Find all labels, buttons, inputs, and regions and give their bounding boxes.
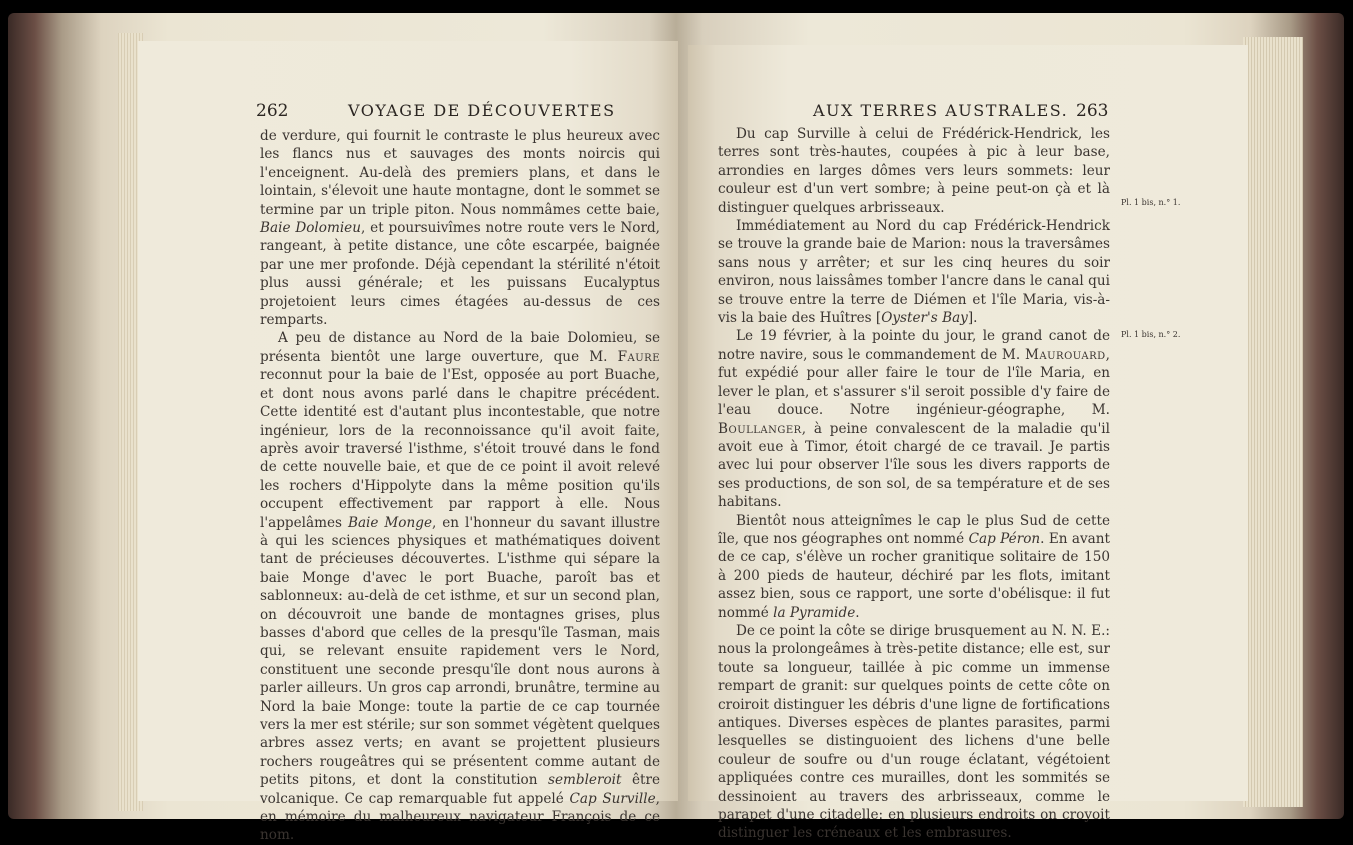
page-edges-right <box>1243 37 1303 807</box>
right-page <box>688 45 1248 842</box>
italic-text: Baie Monge <box>347 514 432 531</box>
text-segment: , et poursuivîmes notre route vers le Nord, rangeant, à petite distance, une côte escarpée, baignée par une mer profonde. Déjà cependant la stérilité n'étoit plus aussi générale; et les puissans Eucalyptus projetoient leurs cimes étagées au-dessus de ces remparts. <box>260 220 661 329</box>
paragraph <box>718 327 1110 511</box>
margin-note-2: Pl. 1 bis, n.° 2. <box>1121 330 1181 339</box>
right-body-text <box>718 125 1110 843</box>
text-segment: Le 19 février, à la pointe du jour, le grand canot de notre navire, sous le commandement de M. <box>718 328 1110 363</box>
left-body-text <box>260 127 660 845</box>
left-page <box>138 41 678 844</box>
paragraph <box>260 127 660 329</box>
italic-text: Cap Péron <box>968 530 1041 547</box>
text-segment: . En avant de ce cap, s'élève un rocher granitique solitaire de 150 à 200 pieds de hauteur, déchiré par les flots, imitant assez bien, sous ce rapport, une sorte d'obélisque: il fut nommé <box>718 530 1110 621</box>
paragraph <box>718 217 1110 327</box>
italic-text: Baie Dolomieu <box>260 220 361 237</box>
italic-text: Cap Surville <box>569 790 656 807</box>
text-segment: être volcanique. Ce cap remarquable fut appelé <box>260 772 660 807</box>
italic-text: sembleroit <box>547 772 622 789</box>
running-head-right: AUX TERRES AUSTRALES. <box>813 101 1069 120</box>
page-number-left: 262 <box>256 101 289 121</box>
small-caps-name: Boullanger <box>718 420 802 437</box>
paragraph <box>260 329 660 844</box>
text-segment: Du cap Surville à celui de Frédérick-Hendrick, les terres sont très-hautes, coupées à pic à leur base, arrondies en larges dômes vers leurs sommets: leur couleur est d'un vert sombre; à peine peut-on çà et là distinguer quelques arbrisseaux. <box>718 126 1110 216</box>
text-segment: , à peine convalescent de la maladie qu'il avoit eue à Timor, étoit chargé de ce travail. Je partis avec lui pour observer l'île sous les divers rapports de ses productions, de son sol, de sa température et de ses habitans. <box>718 420 1110 511</box>
running-head-left: VOYAGE DE DÉCOUVERTES <box>348 101 616 120</box>
page-number-right: 263 <box>1076 101 1109 121</box>
italic-text: la Pyramide <box>773 604 856 621</box>
small-caps-name: Maurouard <box>1024 346 1106 363</box>
text-segment: reconnut pour la baie de l'Est, opposée au port Buache, et dont nous avons parlé dans le chapitre précédent. Cette identité est d'autant plus incontestable, que notre ingénieur, lors de la reconnoissance qu'il avoit faite, après avoir traversé l'isthme, s'étoit trouvé dans le fond de cette nouvelle baie, et que de ce point il avoit relevé les rochers d'Hippolyte dans la même position qu'ils occupent effectivement par rapport à elle. Nous l'appelâmes <box>260 367 660 531</box>
paragraph <box>718 622 1110 843</box>
text-segment: , en mémoire du malheureux navigateur François de ce nom. <box>260 790 660 844</box>
text-segment: De ce point la côte se dirige brusquement au N. N. E.: nous la prolongeâmes à très-petite distance; elle est, sur toute sa longueur, taillée à pic comme un immense rempart de granit: sur quelques points de cette côte on croiroit distinguer les débris d'une ligne de fortifications antiques. Diverses espèces de plantes parasites, parmi lesquelles se distinguoient des lichens d'une belle couleur de soufre ou d'un rouge éclatant, végétoient appliquées contre ces murailles, dont les sommités se dessinoient au travers des arbrisseaux, comme le parapet d'une citadelle: en plusieurs endroits on croyoit distinguer les créneaux et les embrasures. <box>718 622 1110 842</box>
text-segment: , fut expédié pour aller faire le tour de l'île Maria, en lever le plan, et s'assurer s'il seroit possible d'y faire de l'eau douce. Notre ingénieur-géographe, M. <box>718 346 1110 419</box>
open-book <box>8 13 1344 844</box>
small-caps-name: Faure <box>617 348 660 365</box>
paragraph <box>718 125 1110 217</box>
text-segment: A peu de distance au Nord de la baie Dolomieu, se présenta bientôt une large ouverture, que M. <box>260 330 660 365</box>
paragraph <box>718 512 1110 622</box>
margin-note-1: Pl. 1 bis, n.° 1. <box>1121 198 1181 207</box>
italic-text: Oyster's Bay <box>881 310 968 327</box>
text-segment: de verdure, qui fournit le contraste le plus heureux avec les flancs nus et sauvages des monts noircis qui l'enceignent. Au-delà des premiers plans, et dans le lointain, s'élevoit une haute montagne, dont le sommet se termine par un triple piton. Nous nommâmes cette baie, <box>260 128 660 218</box>
text-segment: ]. <box>967 310 978 327</box>
text-segment: . <box>855 604 860 621</box>
text-segment: , en l'honneur du savant illustre à qui les sciences physiques et mathématiques doivent tant de précieuses découvertes. L'isthme qui sépare la baie Monge d'avec le port Buache, paroît bas et sablonneux: au-delà de cet isthme, et sur un second plan, on découvroit une bande de montagnes grises, plus basses d'abord que celles de la presqu'île Tasman, mais qui, se relevant ensuite rapidement vers le Nord, constituent une seconde presqu'île dont nous aurons à parler ailleurs. Un gros cap arrondi, brunâtre, termine au Nord la baie Monge: toute la partie de ce cap tournée vers la mer est stérile; sur son sommet végètent quelques arbres assez verts; en avant se projettent plusieurs rochers rougeâtres qui se présentent comme autant de petits pitons, et dont la constitution <box>260 514 660 789</box>
text-segment: Immédiatement au Nord du cap Frédérick-Hendrick se trouve la grande baie de Marion: nous la traversâmes sans nous y arrêter; et sur les cinq heures du soir environ, nous laissâmes tomber l'ancre dans le canal qui se trouve entre la terre de Diémen et l'île Maria, vis-à-vis la baie des Huîtres [ <box>718 218 1110 327</box>
text-segment: Bientôt nous atteignîmes le cap le plus Sud de cette île, que nos géographes ont nommé <box>718 512 1110 547</box>
